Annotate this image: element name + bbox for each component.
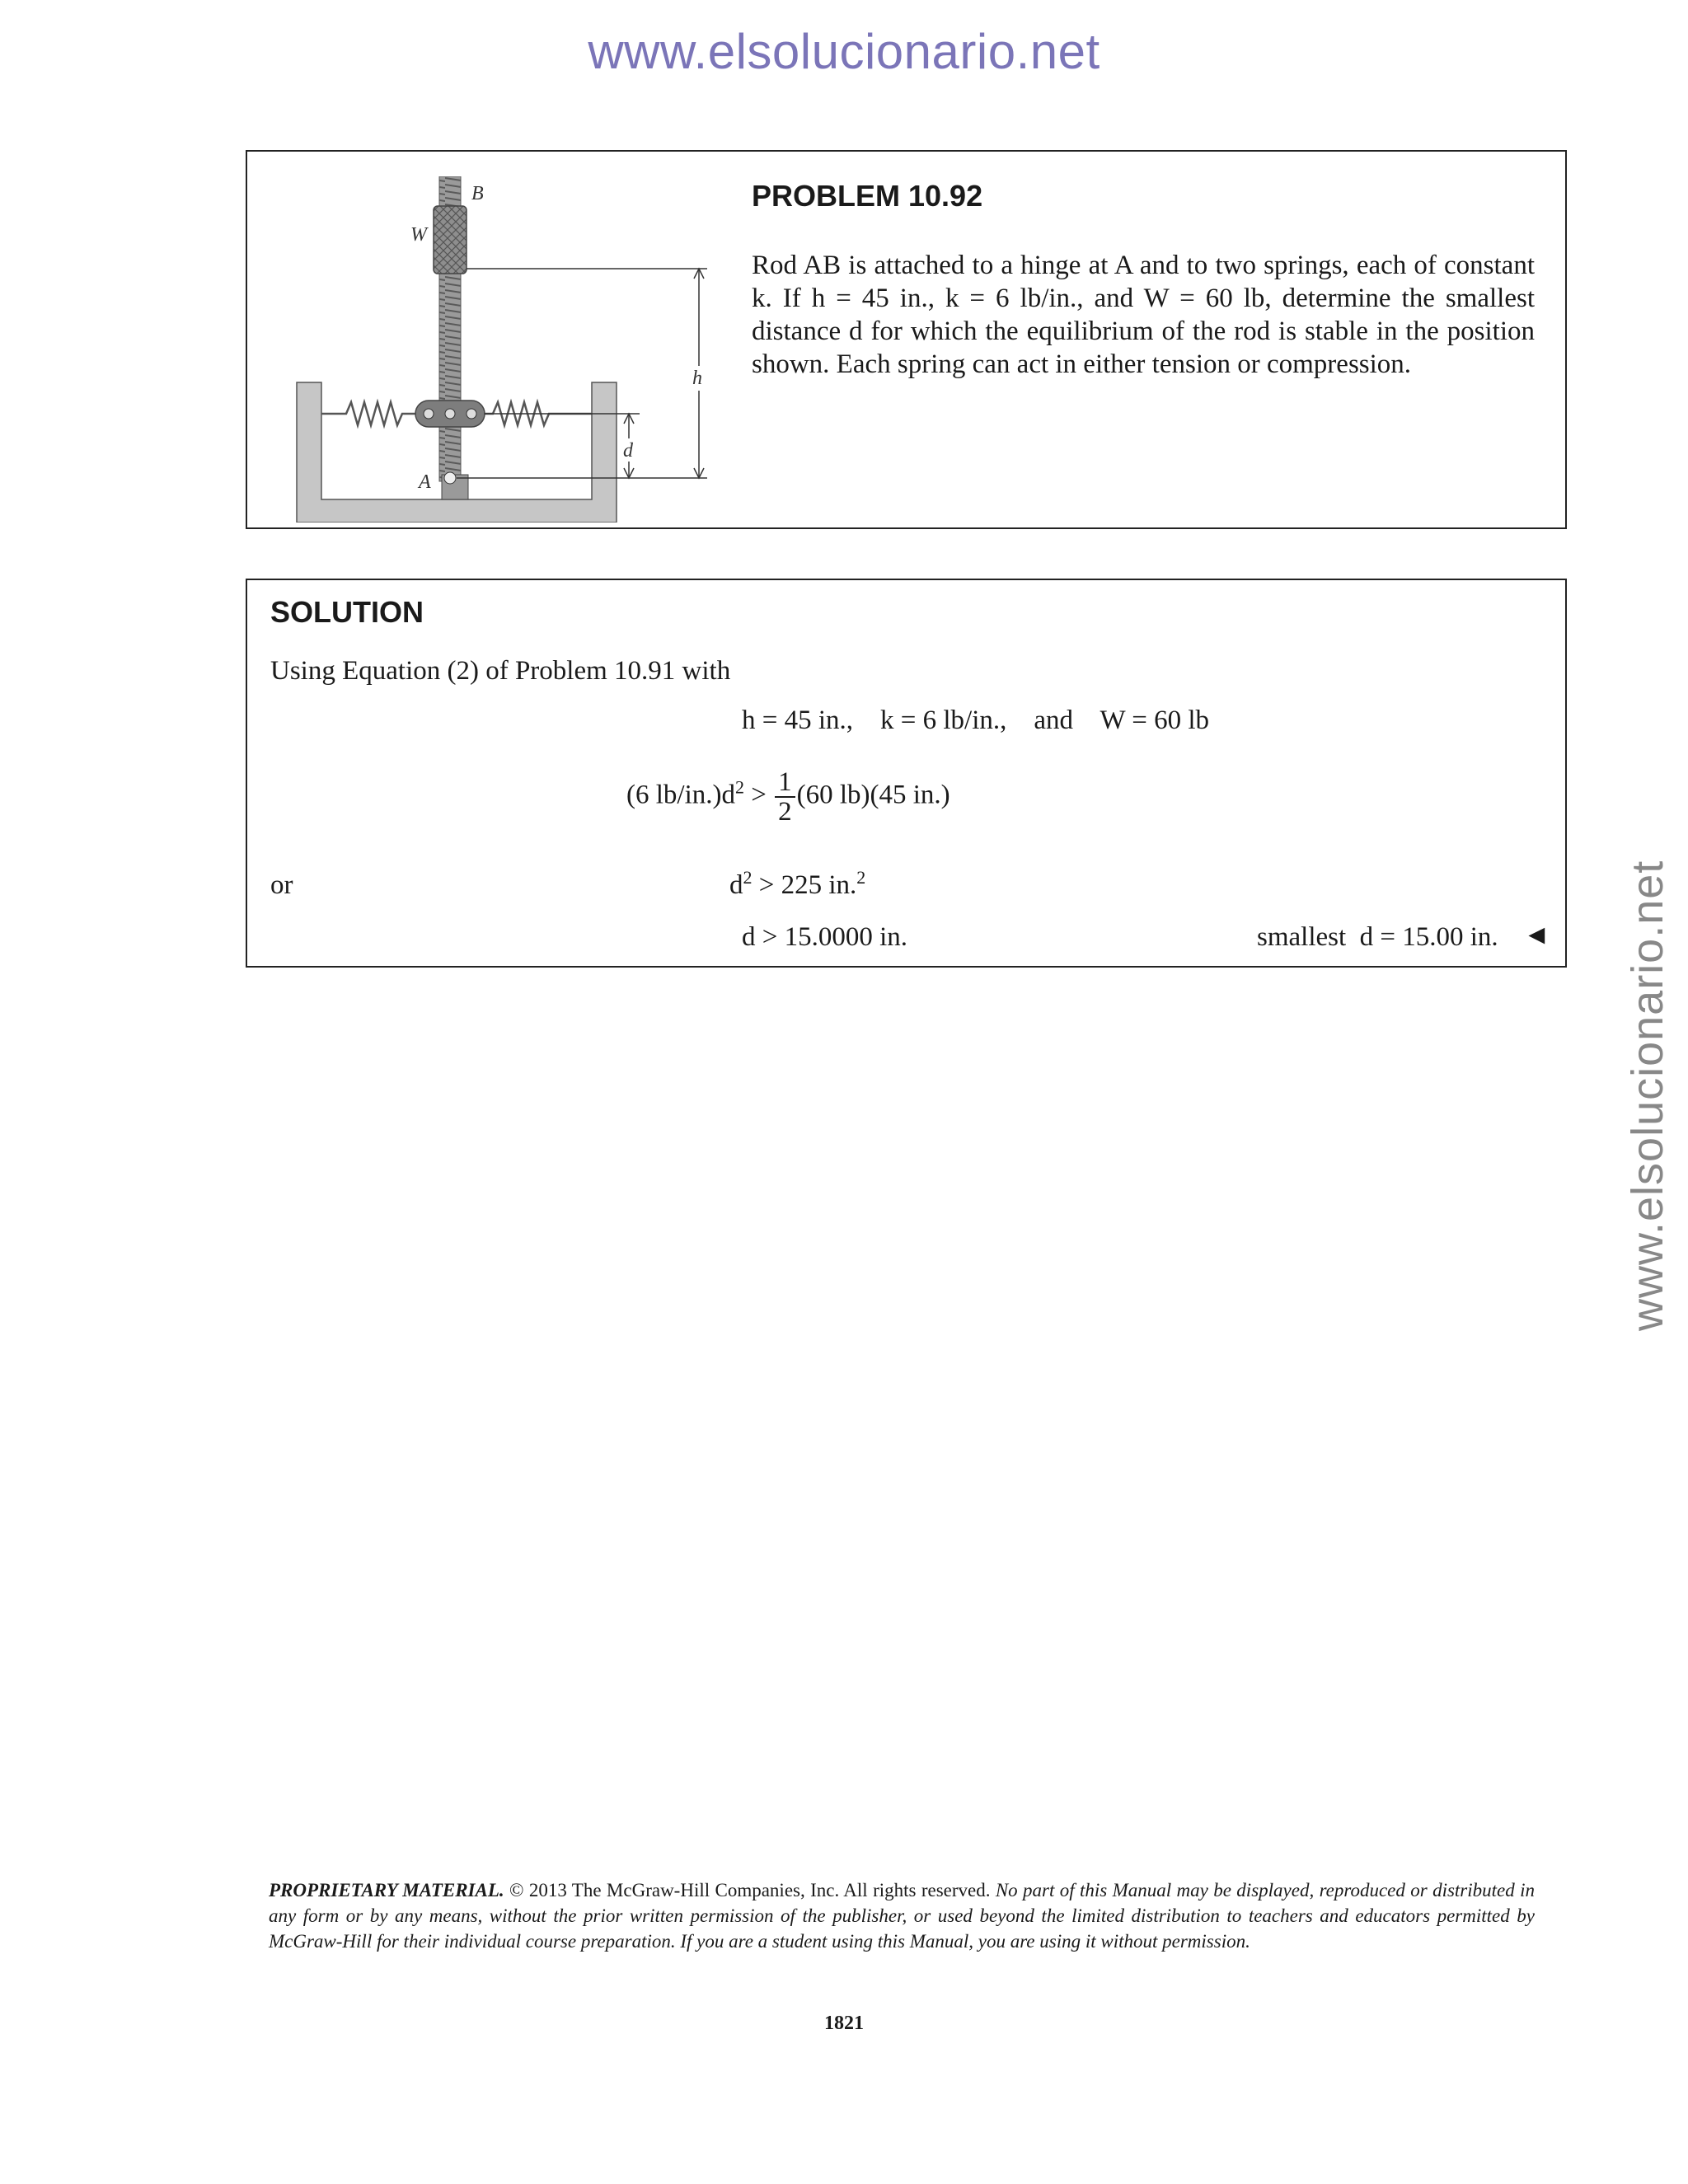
- final-answer: smallest d = 15.00 in.: [1257, 922, 1498, 952]
- ineq-gt: >: [751, 780, 767, 810]
- line2-lhs-exp: 2: [743, 867, 753, 888]
- page-number: 1821: [824, 2013, 864, 2034]
- problem-text: Rod AB is attached to a hinge at A and to two springs, each of constant k. If h = 45 in., k = 6 lb/in., and W = 60 lb, determine the smallest distance d for which the equilibrium of the rod is stable in the position shown. Each spring can act in either tension or compression.: [752, 251, 1535, 379]
- watermark-side: www.elsolucionario.net: [1623, 860, 1672, 1331]
- footer-normal: © 2013 The McGraw-Hill Companies, Inc. All rights reserved.: [504, 1880, 996, 1900]
- fraction-numerator: 1: [775, 768, 795, 798]
- watermark-top: www.elsolucionario.net: [588, 24, 1100, 79]
- fraction: [775, 768, 795, 826]
- footer-lead: PROPRIETARY MATERIAL.: [269, 1880, 504, 1900]
- solution-box: [246, 579, 1567, 968]
- label-h: h: [692, 368, 702, 389]
- ineq-left: (6 lb/in.)d: [626, 780, 735, 810]
- ineq-left-exp: 2: [734, 776, 744, 798]
- solution-intro: Using Equation (2) of Problem 10.91 with: [270, 656, 731, 686]
- line2-rhs-exp: 2: [856, 867, 866, 888]
- solution-title: SOLUTION: [270, 595, 424, 629]
- label-B: B: [471, 183, 484, 204]
- problem-figure: [295, 176, 724, 523]
- inequality-1: [626, 768, 950, 826]
- label-d: d: [623, 440, 633, 462]
- footer-italic: No part of this Manual may be displayed, reproduced or distributed in any form or by any means, without the prior written permission of the publisher, or used beyond the limited distribution to teachers and educators permitted by McGraw-Hill for their individual course preparation. If you are a student using this Manual, you are using it without permission.: [269, 1880, 1535, 1952]
- line2-lhs: d: [729, 870, 743, 900]
- inequality-3: d > 15.0000 in.: [742, 922, 908, 952]
- copyright-notice: [269, 1877, 1535, 1954]
- fraction-denominator: 2: [778, 797, 792, 827]
- or-label: or: [270, 870, 293, 900]
- inequality-2: [729, 869, 865, 902]
- problem-box: [246, 150, 1567, 529]
- label-A: A: [419, 471, 431, 493]
- line2-rhs: > 225 in.: [752, 870, 857, 900]
- problem-title: PROBLEM 10.92: [752, 179, 983, 213]
- label-W: W: [410, 224, 427, 246]
- given-values: h = 45 in., k = 6 lb/in., and W = 60 lb: [742, 705, 1210, 735]
- ineq-right: (60 lb)(45 in.): [796, 780, 950, 810]
- answer-marker-icon: ◄: [1523, 921, 1550, 950]
